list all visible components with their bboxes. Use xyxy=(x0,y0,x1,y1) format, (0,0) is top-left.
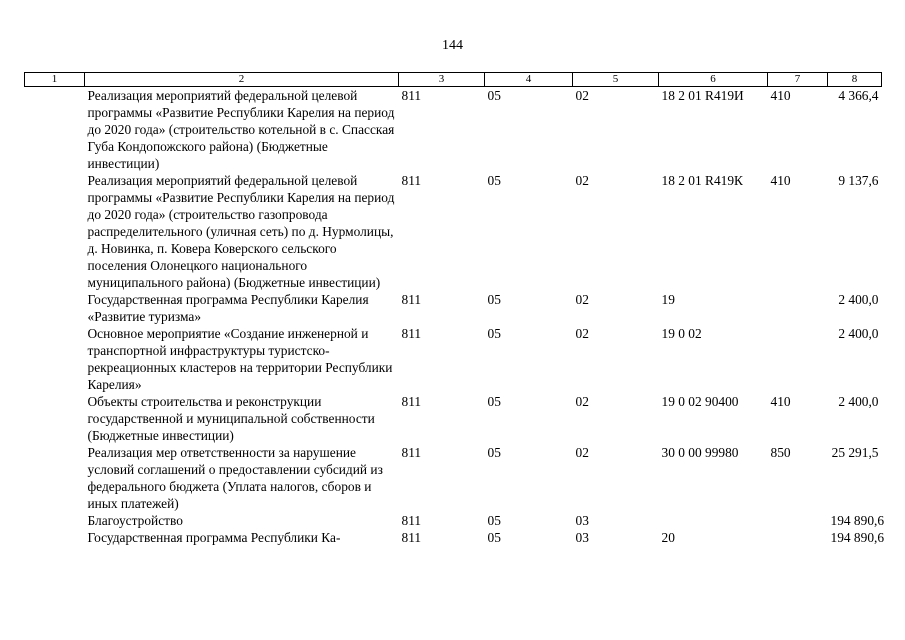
amount-cell: 9 137,6 xyxy=(838,173,879,188)
section-code-cell: 05 xyxy=(487,445,501,460)
row-number-cell xyxy=(25,172,85,291)
table-row xyxy=(25,512,882,529)
row-number-cell xyxy=(25,393,85,444)
table-row xyxy=(25,393,882,444)
row-number-cell xyxy=(25,87,85,173)
amount-cell: 2 400,0 xyxy=(838,292,879,307)
table-row xyxy=(25,291,882,325)
section-code-cell: 05 xyxy=(487,394,501,409)
ministry-code-cell: 811 xyxy=(401,513,422,528)
ministry-code-cell: 811 xyxy=(401,173,422,188)
subsection-code-cell: 02 xyxy=(575,88,589,103)
row-number-cell xyxy=(25,529,85,546)
target-article-cell: 20 xyxy=(661,530,675,545)
table-row xyxy=(25,325,882,393)
column-header-7: 7 xyxy=(768,73,828,87)
budget-table xyxy=(24,72,885,546)
target-article-cell: 19 0 02 xyxy=(661,326,702,341)
table-row xyxy=(25,172,882,291)
row-number-cell xyxy=(25,512,85,529)
expense-type-cell: 410 xyxy=(770,394,791,409)
subsection-code-cell: 03 xyxy=(575,513,589,528)
expense-type-cell: 850 xyxy=(770,445,791,460)
row-number-cell xyxy=(25,325,85,393)
table-row xyxy=(25,444,882,512)
target-article-cell xyxy=(659,512,768,529)
item-name-cell: Объекты строительства и реконструкции государственной и муниципальной собственности (Бюджетные инвестиции) xyxy=(87,394,375,443)
target-article-cell: 19 0 02 90400 xyxy=(661,394,739,409)
amount-cell: 194 890,6 xyxy=(830,513,885,528)
table-header-row xyxy=(25,73,882,87)
section-code-cell: 05 xyxy=(487,173,501,188)
subsection-code-cell: 02 xyxy=(575,445,589,460)
subsection-code-cell: 02 xyxy=(575,173,589,188)
item-name-cell: Реализация мероприятий федеральной целевой программы «Развитие Республики Карелия на период до 2020 года» (строительство котельной в с. Спасская Губа Кондопожского района) (Бюджетные инвестиции) xyxy=(87,88,395,171)
ministry-code-cell: 811 xyxy=(401,394,422,409)
expense-type-cell xyxy=(768,325,828,393)
amount-cell: 194 890,6 xyxy=(830,530,885,545)
target-article-cell: 18 2 01 R419И xyxy=(661,88,744,103)
subsection-code-cell: 02 xyxy=(575,394,589,409)
subsection-code-cell: 02 xyxy=(575,292,589,307)
row-number-cell xyxy=(25,291,85,325)
target-article-cell: 30 0 00 99980 xyxy=(661,445,739,460)
ministry-code-cell: 811 xyxy=(401,326,422,341)
item-name-cell: Государственная программа Республики Ка- xyxy=(87,530,341,545)
section-code-cell: 05 xyxy=(487,292,501,307)
amount-cell: 25 291,5 xyxy=(831,445,879,460)
item-name-cell: Основное мероприятие «Создание инженерной и транспортной инфраструктуры туристско-рекреационных кластеров на территории Республики Карелия» xyxy=(87,326,393,392)
item-name-cell: Благоустройство xyxy=(87,513,183,528)
page-number: 144 xyxy=(442,38,463,53)
ministry-code-cell: 811 xyxy=(401,445,422,460)
column-header-1: 1 xyxy=(25,73,85,87)
amount-cell: 2 400,0 xyxy=(838,326,879,341)
expense-type-cell xyxy=(768,529,828,546)
expense-type-cell: 410 xyxy=(770,173,791,188)
table-row xyxy=(25,529,882,546)
ministry-code-cell: 811 xyxy=(401,292,422,307)
target-article-cell: 18 2 01 R419К xyxy=(661,173,743,188)
column-header-5: 5 xyxy=(573,73,659,87)
section-code-cell: 05 xyxy=(487,326,501,341)
expense-type-cell xyxy=(768,291,828,325)
column-header-4: 4 xyxy=(485,73,573,87)
item-name-cell: Государственная программа Республики Карелия «Развитие туризма» xyxy=(87,292,369,324)
column-header-2: 2 xyxy=(85,73,399,87)
column-header-8: 8 xyxy=(828,73,882,87)
target-article-cell: 19 xyxy=(661,292,675,307)
ministry-code-cell: 811 xyxy=(401,530,422,545)
section-code-cell: 05 xyxy=(487,88,501,103)
section-code-cell: 05 xyxy=(487,530,501,545)
item-name-cell: Реализация мероприятий федеральной целевой программы «Развитие Республики Карелия на период до 2020 года» (строительство газопровода распределительного (уличная сеть) по д. Нурмолицы, д. Новинка, п. Ковера Коверского сельского поселения Олонецкого национального муниципального района) (Бюджетные инвестиции) xyxy=(87,173,395,290)
item-name-cell: Реализация мер ответственности за нарушение условий соглашений о предоставлении субсидий из федерального бюджета (Уплата налогов, сборов и иных платежей) xyxy=(87,445,383,511)
column-header-6: 6 xyxy=(659,73,768,87)
column-header-3: 3 xyxy=(399,73,485,87)
table-row xyxy=(25,87,882,173)
amount-cell: 4 366,4 xyxy=(838,88,879,103)
ministry-code-cell: 811 xyxy=(401,88,422,103)
subsection-code-cell: 02 xyxy=(575,326,589,341)
expense-type-cell xyxy=(768,512,828,529)
amount-cell: 2 400,0 xyxy=(838,394,879,409)
expense-type-cell: 410 xyxy=(770,88,791,103)
subsection-code-cell: 03 xyxy=(575,530,589,545)
row-number-cell xyxy=(25,444,85,512)
section-code-cell: 05 xyxy=(487,513,501,528)
